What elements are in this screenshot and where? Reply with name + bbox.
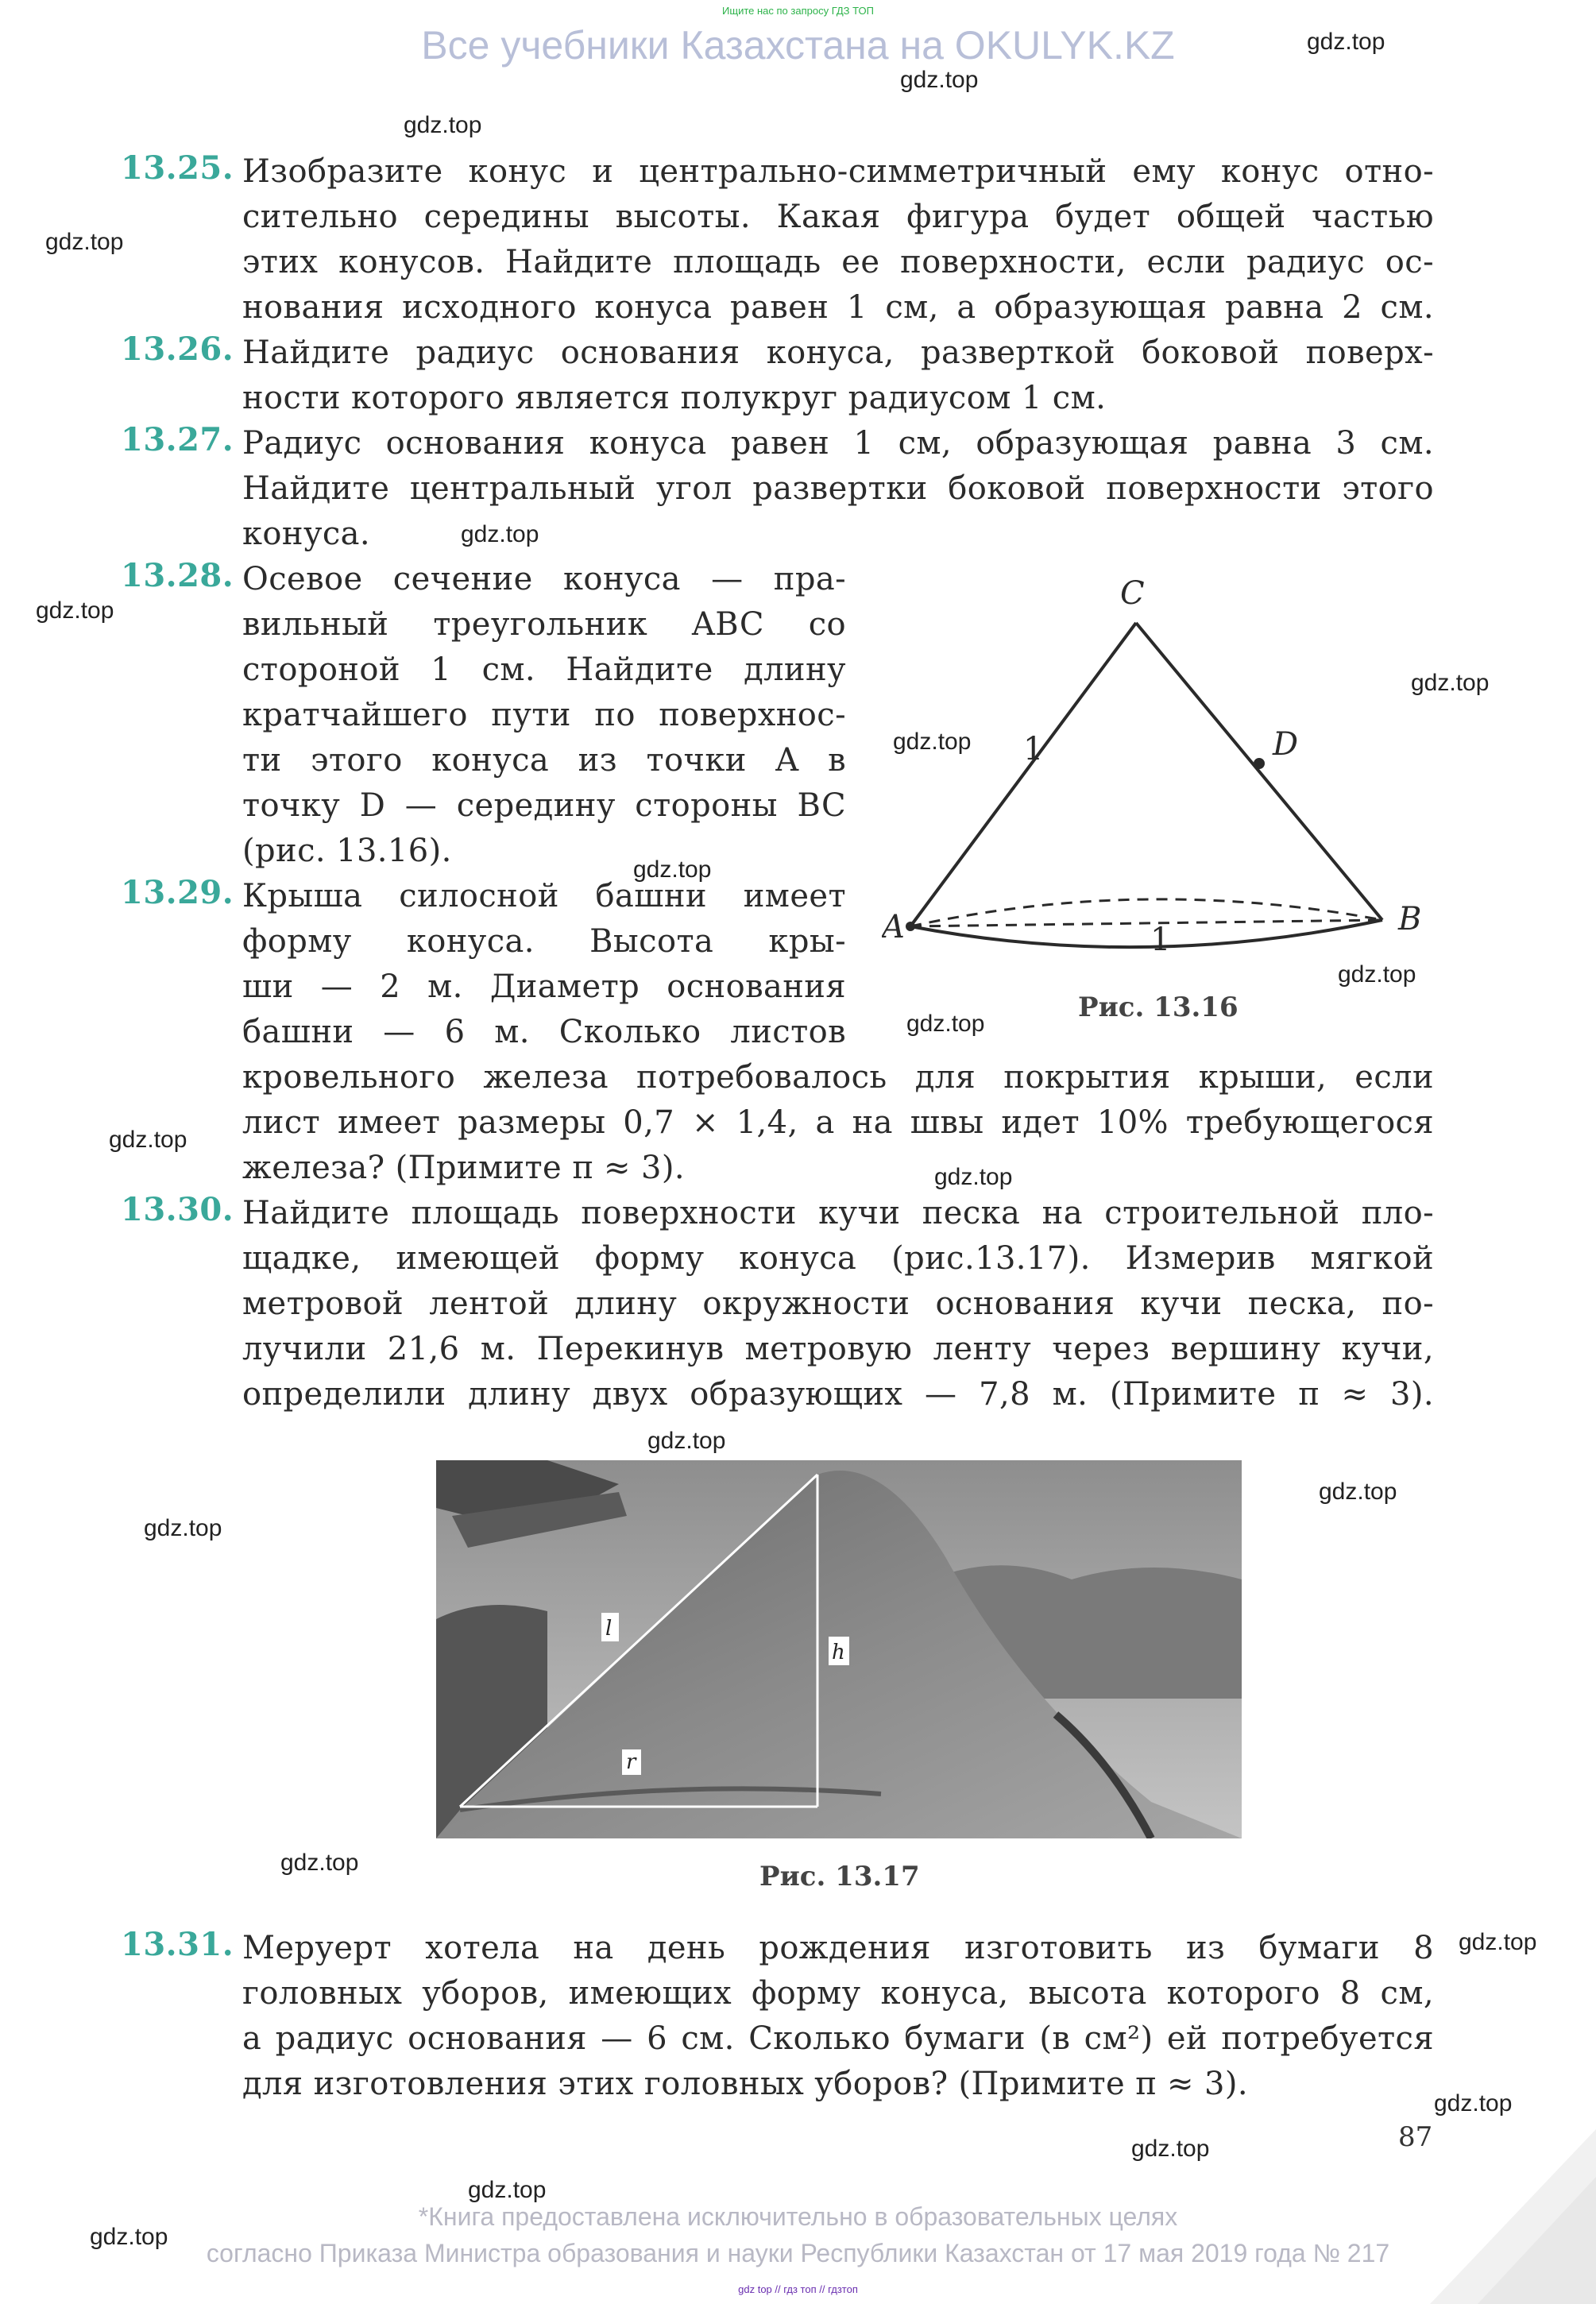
diameter-ab (910, 920, 1382, 926)
problem-text-line: конуса. (242, 516, 371, 552)
cone-side-bc (1136, 623, 1382, 920)
problem-text-line: Осевое сечение конуса — пра- (242, 561, 846, 597)
problem-number: 13.27. (121, 421, 234, 458)
problem-text-line: Найдите центральный угол развертки боковой поверхности этого (242, 470, 1434, 507)
problem-text-line: точку D — середину стороны BC (242, 787, 846, 824)
problem-text-line: метровой лентой длину окружности основания кучи песка, по- (242, 1285, 1434, 1322)
watermark: gdz.top (1459, 1929, 1537, 1955)
watermark: gdz.top (468, 2177, 547, 2203)
problem-number: 13.28. (121, 557, 234, 594)
problem-text-line: железа? (Примите π ≈ 3). (242, 1150, 686, 1186)
problem-text-line: щадке, имеющей форму конуса (рис.13.17). Измерив мягкой (242, 1240, 1434, 1277)
page-number: 87 (1398, 2121, 1433, 2153)
problem-text-line: Радиус основания конуса равен 1 см, образующая равна 3 см. (242, 425, 1434, 462)
watermark: gdz.top (36, 597, 114, 624)
problem-text-line: Найдите радиус основания конуса, разверткой боковой поверх- (242, 334, 1434, 371)
label-l: l (605, 1617, 613, 1641)
watermark: gdz.top (90, 2224, 168, 2250)
watermark: gdz.top (633, 856, 712, 883)
point-a (906, 922, 915, 931)
problem-text-line: башни — 6 м. Сколько листов (242, 1014, 846, 1050)
problem-text-line: Найдите площадь поверхности кучи песка на строительной пло- (242, 1195, 1434, 1231)
watermark: gdz.top (1411, 670, 1490, 696)
figure-caption-13-16: Рис. 13.16 (1078, 992, 1239, 1023)
footer-notice-line1: *Книга предоставлена исключительно в образовательных целях (418, 2202, 1178, 2231)
search-hint: Ищите нас по запросу ГДЗ ТОП (722, 5, 874, 17)
problem-text-line: нования исходного конуса равен 1 см, а образующая равна 2 см. (242, 289, 1434, 326)
watermark: gdz.top (461, 521, 539, 547)
cone-side-ac (910, 623, 1136, 926)
watermark: gdz.top (934, 1164, 1013, 1190)
problem-number: 13.29. (121, 874, 234, 911)
figure-caption-13-17: Рис. 13.17 (759, 1861, 920, 1892)
watermark: gdz.top (906, 1011, 985, 1037)
problem-text-line: для изготовления этих головных уборов? (Примите π ≈ 3). (242, 2066, 1248, 2102)
problem-text-line: этих конусов. Найдите площадь ее поверхности, если радиус ос- (242, 244, 1434, 280)
problem-text-line: лучили 21,6 м. Перекинув метровую ленту через вершину кучи, (242, 1331, 1434, 1367)
label-r: r (626, 1750, 636, 1774)
watermark: gdz.top (280, 1850, 359, 1876)
watermark: gdz.top (404, 112, 482, 138)
problem-text-line: ности которого является полукруг радиусом 1 см. (242, 380, 1107, 416)
watermark: gdz.top (1338, 961, 1416, 988)
label-d: D (1273, 726, 1299, 763)
site-banner-title[interactable]: Все учебники Казахстана на OKULYK.KZ (421, 23, 1175, 68)
problem-text-line: кровельного железа потребовалось для покрытия крыши, если (242, 1059, 1434, 1096)
problem-text-line: кратчайшего пути по поверхнос- (242, 697, 846, 733)
problem-text-line: (рис. 13.16). (242, 833, 452, 869)
watermark: gdz.top (45, 229, 124, 255)
problem-text-line: Крыша силосной башни имеет (242, 878, 846, 914)
problem-number: 13.25. (121, 149, 234, 187)
label-side-length: 1 (1023, 731, 1044, 767)
problem-text-line: форму конуса. Высота кры- (242, 923, 846, 960)
sand-pile-photo (436, 1460, 1242, 1838)
problem-text-line: сительно середины высоты. Какая фигура будет общей частью (242, 199, 1434, 235)
label-b: B (1398, 901, 1422, 937)
problem-text-line: а радиус основания — 6 см. Сколько бумаги (в см²) ей потребуется (242, 2020, 1434, 2057)
footer-tiny-links[interactable]: gdz top // гдз топ // гдзтоп (738, 2283, 858, 2295)
problem-text-line: головных уборов, имеющих форму конуса, высота которого 8 см, (242, 1975, 1434, 2012)
point-d (1254, 758, 1265, 769)
footer-notice-line2: согласно Приказа Министра образования и науки Республики Казахстан от 17 мая 2019 года № 217 (206, 2239, 1390, 2267)
watermark: gdz.top (109, 1127, 187, 1153)
problem-text-line: ти этого конуса из точки A в (242, 742, 846, 779)
watermark: gdz.top (900, 67, 979, 93)
watermark: gdz.top (144, 1515, 222, 1541)
watermark: gdz.top (1319, 1479, 1397, 1505)
watermark: gdz.top (1131, 2136, 1210, 2162)
watermark: gdz.top (893, 729, 972, 755)
problem-text-line: Меруерт хотела на день рождения изготовить из бумаги 8 (242, 1930, 1434, 1966)
problem-text-line: вильный треугольник ABC со (242, 606, 846, 643)
problem-text-line: ши — 2 м. Диаметр основания (242, 968, 846, 1005)
label-c: C (1120, 575, 1145, 612)
label-a: A (882, 909, 905, 945)
problem-number: 13.30. (121, 1191, 234, 1228)
watermark: gdz.top (647, 1428, 726, 1454)
watermark: gdz.top (1307, 29, 1385, 55)
problem-text-line: лист имеет размеры 0,7 × 1,4, а на швы идет 10% требующегося (242, 1104, 1434, 1141)
problem-number: 13.31. (121, 1926, 234, 1963)
problem-text-line: стороной 1 см. Найдите длину (242, 651, 846, 688)
cone-diagram-13-16 (882, 564, 1438, 1041)
label-h: h (832, 1641, 845, 1664)
label-base-length: 1 (1150, 922, 1171, 958)
problem-text-line: определили длину двух образующих — 7,8 м. (Примите π ≈ 3). (242, 1376, 1434, 1413)
problem-number: 13.26. (121, 331, 234, 368)
problem-text-line: Изобразите конус и центрально-симметричный ему конус отно- (242, 153, 1434, 190)
watermark: gdz.top (1434, 2090, 1513, 2117)
